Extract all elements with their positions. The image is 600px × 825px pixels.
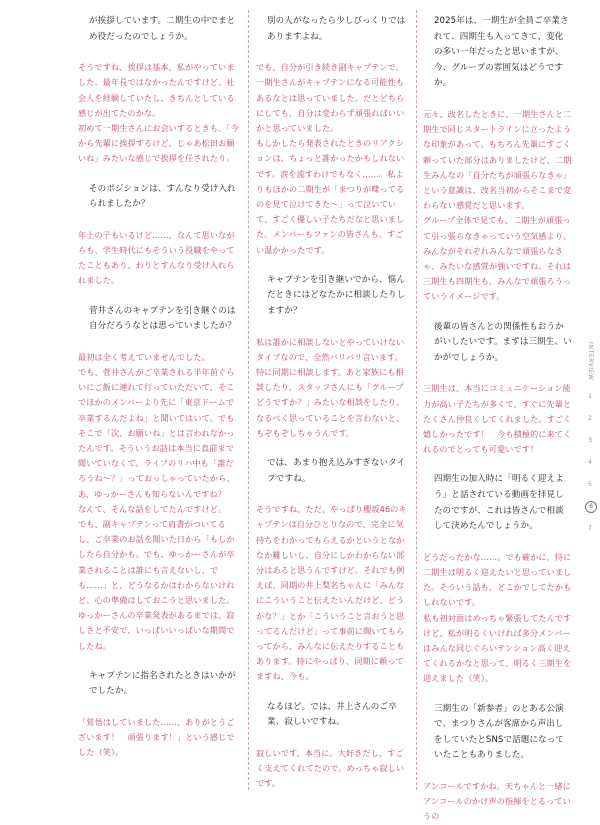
page-number-5: 5 — [588, 480, 592, 488]
interview-question: 菅井さんのキャプテンを引き継ぐのは自分だろうなとは思っていましたか？ — [89, 305, 237, 332]
interview-answer: そうですね、挨拶は基本、私がやっていました。最年長ではなかったんですけど、社会人を経験していたし、きちんとしている感じが出てたのかな。 — [78, 62, 235, 118]
section-label: INTERVIEW — [587, 342, 594, 381]
paragraph-gap — [423, 457, 572, 472]
paragraph-gap — [423, 305, 572, 320]
paragraph-gap — [256, 320, 411, 335]
paragraph-gap — [78, 45, 240, 60]
interview-answer: 最初は全く考えていませんでした。 — [78, 351, 210, 362]
paragraph-gap — [256, 258, 411, 273]
interview-answer: 特に同期に相談します。あと家族にも相談したり、スタッフさんにも「グループどうですか？」みたいな相談をしたり。なるべく思っていることを言わないと、もぞもぞしちゃうんです。 — [256, 367, 405, 438]
paragraph-gap — [256, 731, 411, 746]
page-number-6: 6 — [585, 501, 597, 513]
paragraph-gap — [256, 685, 411, 700]
interview-answer: 元々、改名したときに、一期生さんと二期生で同じスタートラインに立ったような印象があって。もちろん先輩にすごく頼っていた部分はありましたけど、二期生みんなの「自分たちが頑張らなきゃ」という意識は、改名当初からそこまで変わらない感覚だと思います。 — [423, 108, 572, 211]
column-divider-left — [248, 10, 249, 790]
page-number-3: 3 — [588, 436, 592, 444]
page-number-2: 2 — [588, 414, 592, 422]
paragraph-gap — [423, 535, 572, 550]
paragraph-gap — [256, 45, 411, 60]
interview-answer: 年上の子もいるけど……、なんて思いながらも、学生時代にもそういう役職をやってたこともあり、わりとすんなり受け入れられました。 — [78, 229, 235, 286]
paragraph-gap — [78, 335, 240, 350]
paragraph-gap — [78, 167, 240, 182]
interview-answer: 私は誰かに相談しないとやっていけないタイプなので、全然バリバリ言います。 — [256, 336, 405, 362]
paragraph-gap — [423, 366, 572, 381]
interview-answer: 寂しいです、本当に。大好きだし、すごく支えてくれてたので。めっちゃ寂しいです。 — [256, 747, 405, 789]
paragraph-gap — [78, 654, 240, 669]
interview-answer: 「覚悟はしていました……、ありがとうございます！ 頑張ります！」という感じでした（笑）。 — [78, 717, 235, 758]
interview-question: が挨拶しています。二期生の中でまとめ役だったのでしょうか。 — [89, 16, 236, 42]
interview-answer: 私も初対面はめっちゃ緊張してたんですけど、私が明るくいければ多分メンバーはみんな同じぐらいテンション高く迎えてくれるかなと思って、明るく三期生を迎えました（笑）。 — [423, 612, 572, 684]
interview-answer: でも、副キャプテンって肩書がついてるし、ご卒業のお話を聞いた日から「もしかしたら自分かも。でも、ゆっかーさんが卒業されることは誰にも言えないし、でも……」と、どうなるかはわからないけれど、心の準備はしておこうと思いました。ゆっかーさんの卒業発表があるまでは、寂しさと不安で、いっぱいいっぱいな期間でしたね。 — [78, 519, 235, 651]
interview-question: キャプテンに指名されたときはいかがでしたか。 — [89, 670, 236, 697]
section-sidebar — [584, 342, 598, 545]
article-column-1 — [78, 14, 240, 761]
interview-question: 三期生の「新参者」のとある公演で、まつりさんが客席から声出しをしていたとSNSで話題になっていたこともありました。 — [434, 703, 565, 761]
interview-question: 別の人がなったら少しびっくりではありますよね。 — [267, 16, 406, 42]
paragraph-gap — [423, 764, 572, 779]
paragraph-gap — [78, 213, 240, 228]
paragraph-gap — [78, 289, 240, 304]
interview-question: なるほど。では、井上さんのご卒業、寂しいですね。 — [267, 701, 397, 728]
interview-answer: でも、自分が引き続き副キャプテンで、一期生さんがキャプテンになる可能性もあるなとは思っていました。だとどちらにしても、自分は変わらず頑張ればいいかと思っていました。 — [256, 62, 405, 133]
page-number-1: 1 — [588, 392, 592, 400]
interview-question: 2025年は、一期生が全員ご卒業されて、四期生も入ってきて、変化の多い一年だったと思いますが、今、グループの雰囲気はどうですか。 — [434, 16, 569, 89]
interview-question: そのポジションは、すんなり受け入れられましたか？ — [89, 183, 236, 210]
interview-answer: でも、菅井さんがご卒業される半年前ぐらいにご飯に連れて行っていただいて、そこでほかのメンバーより先に「東京ドームで卒業するんだよね」と聞いてはいて。でもそこで「次、お願いね」とは言われなかったんです。そういうお話は本当に直前まで聞いていなくて。ライブのリハ中も「誰だろうね〜？」っておっしゃっていたから、あ、ゆっかーさんも知らないんですね？ なんて、そんな話をしてたんですけど。 — [78, 367, 235, 514]
paragraph-gap — [78, 700, 240, 715]
paragraph-gap — [423, 687, 572, 702]
interview-answer: アンコールですかね。天ちゃんと一緒にアンコールのかけ声の指揮をとるっていうの — [423, 780, 571, 822]
article-column-2 — [256, 14, 411, 791]
paragraph-gap — [423, 92, 572, 107]
page-index — [584, 391, 598, 535]
interview-question: キャプテンを引き継いでから、悩んだときにはどなたかに相談したりしますか？ — [267, 274, 406, 317]
interview-answer: そうですね。ただ、やっぱり櫻坂46のキャプテンは自分ひとりなので、完全に気持ちをわかってもらえるかというとなかなか難しいし、自分にしかわからない部分はあると思うんですけど。それでも例えば、同期の井上梨名ちゃんに「みんなにこういうこと伝えたいんだけど、どうかな？」とか「こういうこと言おうと思ってるんだけど」って事前に聞いてもらってから、みんなに伝えたりすることもあります。特にやっぱり、同期に頼ってますね、今も。 — [256, 504, 407, 682]
page-number-4: 4 — [588, 458, 592, 466]
interview-answer: どうだったかな……。でも確かに、特に二期生は明るく迎えたいと思っていました。そういう話も、どこかでしてたかもしれないです。 — [423, 551, 572, 608]
page-number-7: 7 — [588, 524, 592, 532]
article-column-3 — [423, 14, 572, 825]
interview-question: 後輩の皆さんとの関係性もおうかがいしたいです。まずは三期生、いかがでしょうか。 — [434, 321, 572, 363]
interview-answer: 初めて一期生さんにお会いするときも、「今から先輩に挨拶するけど、じゃあ松田お願いね」みたいな感じで挨拶を任されたり。 — [78, 123, 239, 164]
interview-answer: 三期生は、本当にコミュニケーション能力が高い子たちが多くて、すぐに先輩とたくさん仲良くしてくれました。すごく嬉しかったです！ 今も積極的に来てくれるのでとっても可愛いです！ — [423, 383, 572, 455]
column-divider-right — [416, 10, 417, 790]
interview-answer: グループ全体で見ても、二期生が頑張って引っ張らなきゃっていう空気感より、みんながそれぞれみんなで頑張らなきゃ、みたいな感覚が強いですね。それは三期生も四期生も、みんなで頑張ろうっていうイメージです。 — [423, 215, 572, 302]
paragraph-gap — [256, 487, 411, 502]
paragraph-gap — [256, 441, 411, 456]
interview-answer: もしかしたら発表されたときのリアクションは、ちょっと誰かったかもしれないです。涙を流すわけでもなく……。私よりもほかの二期生が「まつりが喋ってるのを見て泣けてきた〜」って泣いていて、すごく優しい子たちだなと思いました。メンバーもファンの皆さんも、すごい温かかったです。 — [256, 138, 405, 255]
interview-question: 四期生の加入時に「明るく迎えよう」と話されている動画を拝見したのですが、これは皆さんで相談して決めたんでしょうか。 — [434, 474, 564, 532]
interview-question: では、あまり抱え込みすぎないタイプですね。 — [267, 458, 406, 484]
